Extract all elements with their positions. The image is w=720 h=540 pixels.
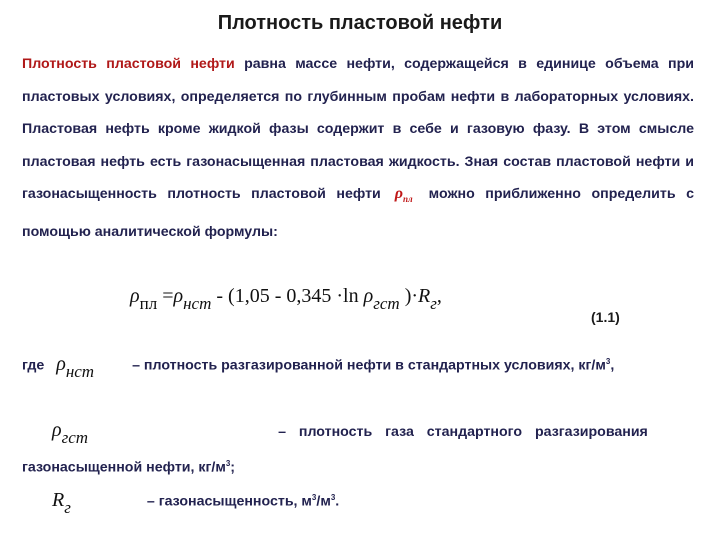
highlighted-term: Плотность пластовой нефти: [22, 56, 235, 72]
formula-ln: ln: [343, 285, 359, 307]
intro-paragraph: [22, 48, 694, 248]
formula-rho-left: ρ: [130, 285, 140, 307]
intro-text: равна массе нефти, содержащейся в единице объема при пластовых условиях, определяется по глубинным пробам нефти в лабораторных условиях. Пластовая нефть кроме жидкой фазы содержит в себе и газовую фазу. В этом смысле пластовая нефть есть газонасыщенная пластовая жидкость. Зная состав пластовой нефти и газонасыщенность плотность пластовой нефти: [22, 56, 694, 202]
definition-1-text: – плотность разгазированной нефти в стандартных условиях, кг/м: [132, 357, 606, 374]
formula-sub-oil: нст: [183, 294, 212, 313]
formula-R: R: [418, 285, 431, 307]
formula-minus-2: -: [274, 285, 282, 307]
formula-const-1: 1,05: [234, 285, 270, 307]
formula-minus-1: -: [216, 285, 224, 307]
formula-equals: =: [162, 285, 174, 307]
definition-gas-density-cont: газонасыщенной нефти, $кг/м^3$;: [22, 459, 236, 476]
formula-sub-R: г: [430, 294, 437, 313]
formula-comma: ,: [436, 285, 442, 307]
formula-dot-1: ·: [336, 285, 344, 307]
equation-number: (1.1): [591, 309, 620, 325]
formula-dot-2: ·: [411, 285, 419, 307]
where-label: где: [22, 357, 45, 374]
intro-text-after: можно приближенно определить с помощью аналитической формулы:: [22, 186, 694, 240]
formula-1-1: [130, 285, 442, 325]
formula-rho-oil: ρ: [173, 285, 184, 307]
definition-3-text: – газонасыщенность, м: [146, 493, 312, 510]
formula-paren-close: ): [404, 285, 412, 307]
density-symbol-inline: $\rho_{пл}$: [394, 185, 413, 205]
definition-2-text: – плотность газа стандартного разгазирования: [278, 424, 648, 440]
formula-paren-open: (: [228, 285, 235, 307]
definition-gas-density: [22, 420, 694, 448]
formula-rho-gas: ρ: [363, 285, 374, 307]
page-title: Плотность пластовой нефти: [217, 12, 503, 34]
symbol-rho-nst: $\rho_{нст}$: [56, 352, 95, 381]
symbol-R-g: $R_г$: [52, 488, 71, 517]
formula-sub-gas: гст: [373, 294, 400, 313]
formula-const-2: 0,345: [286, 285, 332, 307]
definition-gas-saturation: $R_г$ – газонасыщенность, $м^3/м^3$.: [52, 488, 340, 517]
symbol-rho-gst: $\rho_{гст}$: [52, 419, 89, 447]
formula-sub-left: пл: [139, 294, 158, 313]
definition-oil-density: где $\rho_{нст}$ – плотность разгазированной нефти в стандартных условиях, $кг/м^3$,: [22, 352, 615, 381]
